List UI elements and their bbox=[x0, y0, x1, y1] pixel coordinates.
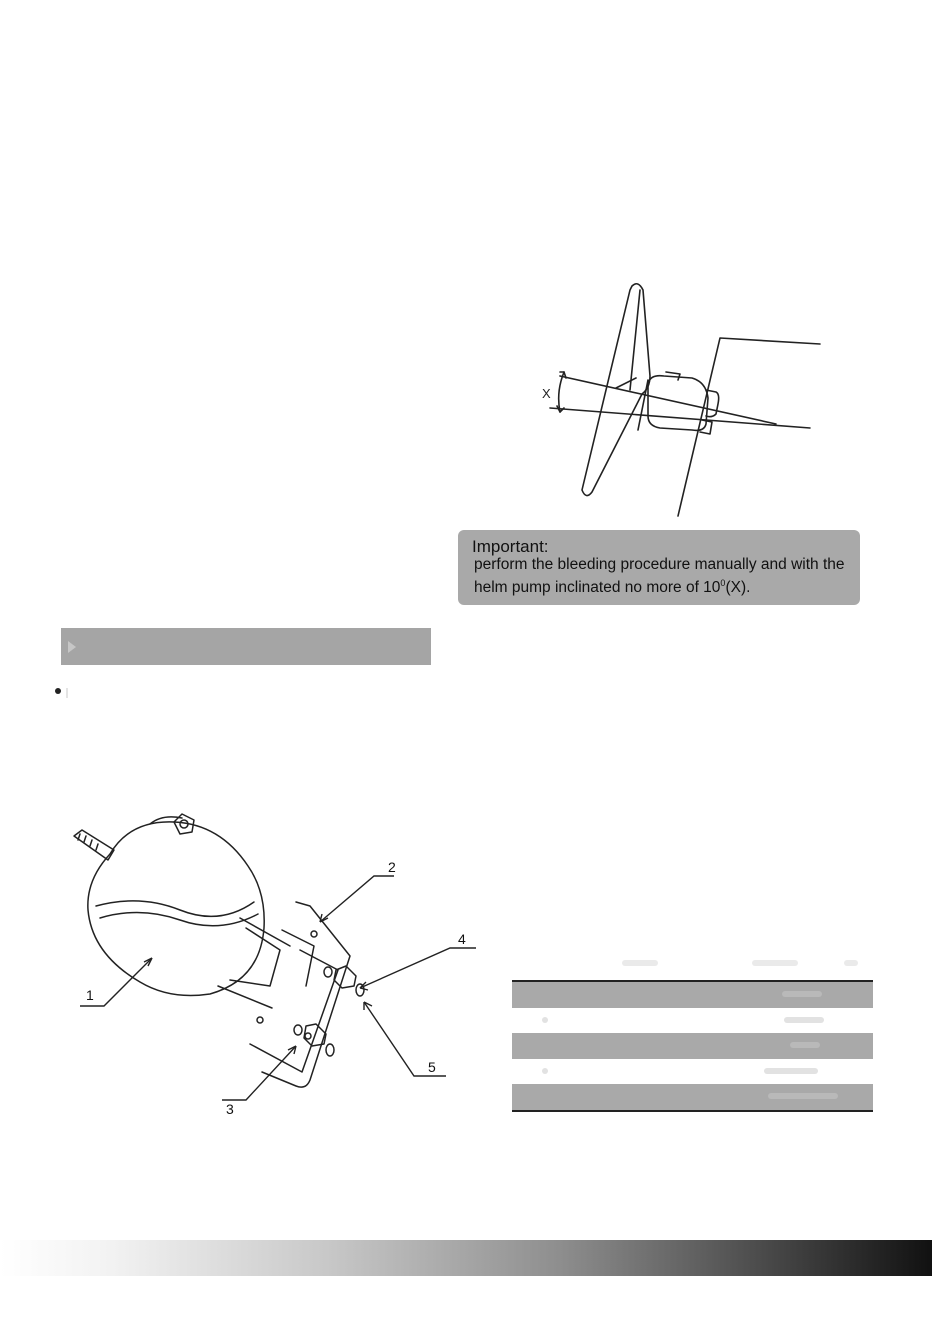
bullet-icon bbox=[55, 688, 61, 694]
bullet-text-placeholder bbox=[66, 688, 68, 698]
table-bottom-rule bbox=[512, 1110, 873, 1112]
callout-4: 4 bbox=[458, 931, 466, 947]
table-row bbox=[512, 1084, 873, 1110]
table-row bbox=[512, 1008, 873, 1034]
important-line-2: helm pump inclinated no more of $10^0(X)$. bbox=[474, 578, 751, 597]
table-row bbox=[512, 982, 873, 1008]
parts-table bbox=[512, 955, 873, 1110]
table-row bbox=[512, 1033, 873, 1059]
table-row bbox=[512, 1059, 873, 1085]
important-text bbox=[474, 556, 848, 597]
important-note bbox=[458, 530, 860, 605]
table-header bbox=[512, 955, 873, 980]
important-line-1: perform the bleeding procedure manually and with the bbox=[474, 556, 845, 573]
helm-pump-assembly-diagram bbox=[70, 810, 490, 1120]
callout-2: 2 bbox=[388, 859, 396, 875]
angle-label: X bbox=[542, 386, 551, 401]
helm-angle-diagram bbox=[520, 280, 830, 520]
footer-gradient-bar bbox=[0, 1240, 932, 1276]
section-heading-bar bbox=[61, 628, 431, 665]
callout-3: 3 bbox=[226, 1101, 234, 1117]
callout-5: 5 bbox=[428, 1059, 436, 1075]
important-title: Important: bbox=[472, 537, 549, 556]
callout-1: 1 bbox=[86, 987, 94, 1003]
play-arrow-icon bbox=[68, 641, 76, 653]
